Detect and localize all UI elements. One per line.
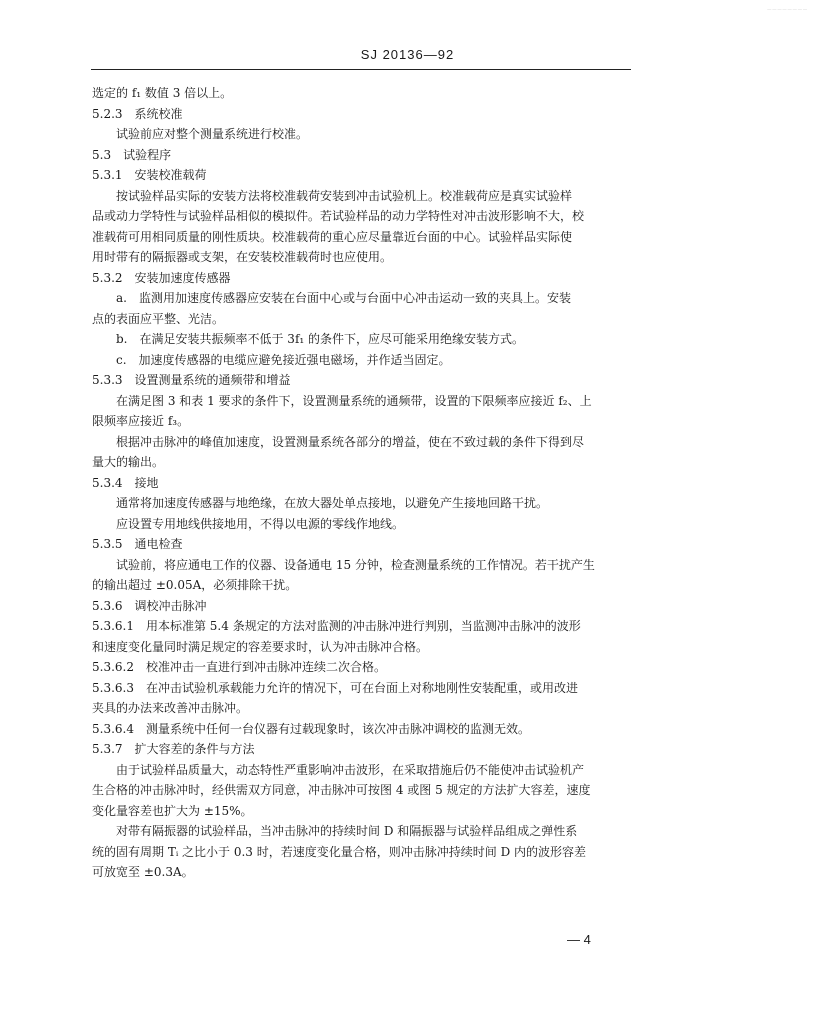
text-line: 量大的输出。 bbox=[92, 455, 165, 469]
header-rule bbox=[91, 69, 631, 70]
text-line: a. 监测用加速度传感器应安装在台面中心或与台面中心冲击运动一致的夹具上。安装 bbox=[116, 291, 571, 305]
text-line: 的输出超过 ±0.05A，必须排除干扰。 bbox=[92, 578, 298, 592]
text-line: 应设置专用地线供接地用，不得以电源的零线作地线。 bbox=[116, 516, 405, 531]
text-line: 由于试验样品质量大，动态特性严重影响冲击波形，在采取措施后仍不能使冲击试验机产 bbox=[116, 762, 585, 777]
text-line: 5.3.1 安装校准载荷 bbox=[92, 168, 207, 182]
text-line: 在满足图 3 和表 1 要求的条件下，设置测量系统的通频带，设置的下限频率应接近 f₂、上 bbox=[116, 393, 592, 408]
text-line: 试验前应对整个测量系统进行校准。 bbox=[116, 127, 309, 141]
text-line: 统的固有周期 Tᵢ 之比小于 0.3 时，若速度变化量合格，则冲击脉冲持续时间 D 内的波形容差 bbox=[92, 844, 587, 859]
text-line: b. 在满足安装共振频率不低于 3f₁ 的条件下，应尽可能采用绝缘安装方式。 bbox=[116, 332, 525, 346]
page-header: SJ 20136—92 bbox=[360, 47, 455, 62]
text-line: 5.3 试验程序 bbox=[92, 147, 172, 162]
text-line: 5.3.5 通电检查 bbox=[92, 537, 183, 551]
text-line: 5.3.4 接地 bbox=[92, 475, 159, 490]
text-line: 按试验样品实际的安装方法将校准载荷安装到冲击试验机上。校准载荷应是真实试验样 bbox=[116, 188, 573, 203]
text-line: 品或动力学特性与试验样品相似的模拟件。若试验样品的动力学特性对冲击波形影响不大，校 bbox=[92, 209, 585, 223]
text-line: 5.3.6.2 校准冲击一直进行到冲击脉冲连续二次合格。 bbox=[92, 660, 386, 674]
corner-mark: — — — — — — — — bbox=[767, 6, 807, 11]
text-line: 准载荷可用相同质量的刚性质块。校准载荷的重心应尽量靠近台面的中心。试验样品实际使 bbox=[92, 229, 573, 244]
text-line: 点的表面应平整、光洁。 bbox=[92, 311, 225, 326]
text-line: 选定的 f₁ 数值 3 倍以上。 bbox=[92, 86, 233, 100]
text-line: c. 加速度传感器的电缆应避免接近强电磁场，并作适当固定。 bbox=[116, 352, 451, 367]
text-line: 根据冲击脉冲的峰值加速度，设置测量系统各部分的增益，使在不致过载的条件下得到尽 bbox=[116, 434, 585, 449]
text-line: 和速度变化量同时满足规定的容差要求时，认为冲击脉冲合格。 bbox=[92, 639, 429, 654]
text-line: 试验前，将应通电工作的仪器、设备通电 15 分钟，检查测量系统的工作情况。若干扰产生 bbox=[116, 557, 595, 572]
text-line: 用时带有的隔振器或支架，在安装校准载荷时也应使用。 bbox=[92, 250, 393, 264]
text-line: 变化量容差也扩大为 ±15%。 bbox=[92, 803, 253, 818]
page-number: — 4 bbox=[567, 932, 591, 947]
document-body bbox=[92, 83, 630, 883]
text-line: 5.3.7 扩大容差的条件与方法 bbox=[92, 742, 255, 756]
text-line: 生合格的冲击脉冲时，经供需双方同意，冲击脉冲可按图 4 或图 5 规定的方法扩大容差，速度 bbox=[92, 783, 591, 797]
text-line: 5.3.6.3 在冲击试验机承载能力允许的情况下，可在台面上对称地刚性安装配重，或用改进 bbox=[92, 680, 578, 695]
text-line: 5.3.6.4 测量系统中任何一台仪器有过载现象时，该次冲击脉冲调校的监测无效。 bbox=[92, 721, 530, 736]
text-line: 可放宽至 ±0.3A。 bbox=[92, 865, 194, 879]
text-line: 5.2.3 系统校准 bbox=[92, 106, 183, 121]
text-line: 通常将加速度传感器与地绝缘，在放大器处单点接地，以避免产生接地回路干扰。 bbox=[116, 496, 549, 510]
text-line: 对带有隔振器的试验样品，当冲击脉冲的持续时间 D 和隔振器与试验样品组成之弹性系 bbox=[116, 824, 578, 838]
text-line: 5.3.6.1 用本标准第 5.4 条规定的方法对监测的冲击脉冲进行判别，当监测冲击脉冲的波形 bbox=[92, 619, 581, 633]
text-line: 5.3.2 安装加速度传感器 bbox=[92, 270, 231, 285]
text-line: 5.3.6 调校冲击脉冲 bbox=[92, 598, 207, 613]
text-line: 夹具的办法来改善冲击脉冲。 bbox=[92, 701, 249, 715]
text-line: 限频率应接近 f₃。 bbox=[92, 414, 190, 428]
text-line: 5.3.3 设置测量系统的通频带和增益 bbox=[92, 373, 291, 387]
